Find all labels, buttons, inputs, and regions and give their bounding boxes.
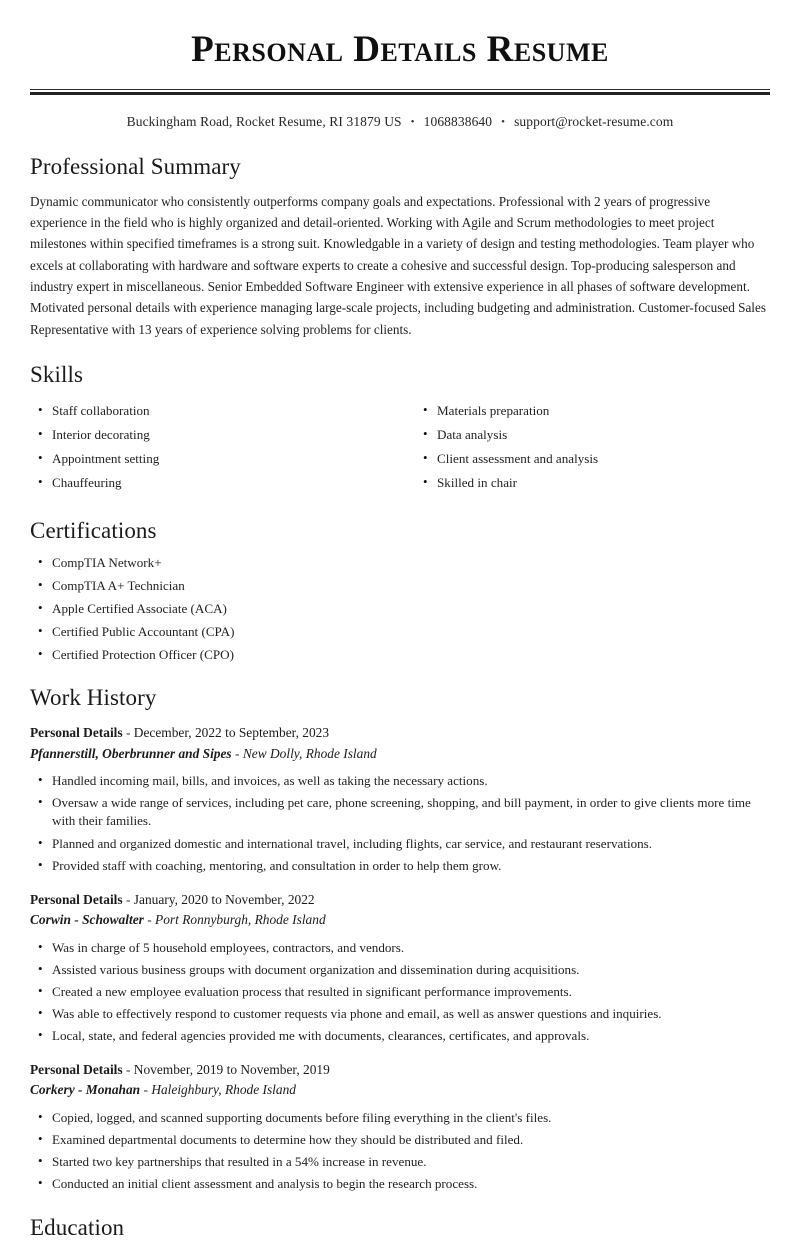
certifications-list (30, 554, 770, 664)
list-item: • Local, state, and federal agencies provided me with documents, clearances, certificates, and approvals. (30, 1027, 770, 1045)
job-company-line (30, 744, 770, 763)
section-heading-skills: Skills (30, 362, 84, 388)
list-item: • Was in charge of 5 household employees, contractors, and vendors. (30, 939, 770, 957)
list-item: • Assisted various business groups with document organization and dissemination during acquisitions. (30, 961, 770, 979)
job-title: Personal Details (30, 891, 123, 907)
job-company: Corwin - Schowalter (30, 912, 144, 928)
work-history-entry (30, 890, 770, 1045)
section-education (30, 1213, 770, 1243)
section-skills (30, 360, 770, 498)
list-item: • Provided staff with coaching, mentoring, and consultation in order to help them grow. (30, 857, 770, 875)
skills-list-right (415, 402, 770, 492)
job-dates: November, 2019 to November, 2019 (133, 1061, 330, 1077)
section-work-history (30, 683, 770, 1193)
list-item: • Copied, logged, and scanned supporting documents before filing everything in the client's files. (30, 1109, 770, 1127)
list-item: • Staff collaboration (30, 402, 400, 420)
job-bullets (30, 939, 770, 1045)
work-history-entry (30, 1060, 770, 1193)
list-item: • Conducted an initial client assessment and analysis to begin the research process. (30, 1175, 770, 1193)
summary-paragraph: Dynamic communicator who consistently outperforms company goals and expectations. Professional with 2 years of progressive experience in the field who is highly organized and detail-oriented. Working with Agile and Scrum methodologies to meet project milestones within specified timeframes is a strong suit. Knowledgable in a variety of design and testing methodologies. Team player who excels at collaborating with hardware and software experts to create a cohesive and successful design. Top-producing salesperson and industry expert in miscellaneous. Senior Embedded Software Engineer with extensive experience in all phases of software development. Motivated personal details with experience managing large-scale projects, including budgeting and administration. Customer-focused Sales Representative with 13 years of experience solving problems for clients. (30, 193, 766, 337)
job-separator: - (125, 891, 131, 907)
list-item: • Certified Public Accountant (CPA) (30, 623, 770, 641)
contact-separator-icon: • (410, 115, 415, 128)
job-dates: December, 2022 to September, 2023 (133, 725, 330, 741)
job-separator: - (143, 1082, 148, 1098)
job-title-line (30, 1060, 770, 1079)
section-heading-work-history: Work History (30, 684, 157, 710)
job-title: Personal Details (30, 725, 123, 741)
job-title-line (30, 890, 770, 909)
job-company-line (30, 910, 770, 929)
contact-email[interactable]: support@rocket-resume.com (514, 113, 674, 129)
list-item: • Examined departmental documents to determine how they should be distributed and filed. (30, 1131, 770, 1149)
list-item: • Handled incoming mail, bills, and invoices, as well as taking the necessary actions. (30, 772, 770, 790)
section-certifications (30, 516, 770, 664)
list-item: • Certified Protection Officer (CPO) (30, 646, 770, 664)
job-title: Personal Details (30, 1061, 123, 1077)
list-item: • Data analysis (415, 426, 770, 444)
job-bullets (30, 1109, 770, 1193)
section-heading-certifications: Certifications (30, 518, 157, 544)
skills-column-left (30, 394, 400, 498)
list-item: • Skilled in chair (415, 474, 770, 492)
job-company-line (30, 1080, 770, 1099)
job-dates: January, 2020 to November, 2022 (133, 891, 315, 907)
contact-address: Buckingham Road, Rocket Resume, RI 31879 US (126, 113, 402, 129)
skills-column-right (400, 394, 770, 498)
job-separator: - (235, 745, 240, 761)
list-item: • CompTIA Network+ (30, 554, 770, 572)
contact-phone[interactable]: 1068838640 (423, 113, 493, 129)
section-heading-education: Education (30, 1214, 125, 1240)
list-item: • Was able to effectively respond to customer requests via phone and email, as well as answer questions and inquiries. (30, 1005, 770, 1023)
skills-columns (30, 394, 770, 498)
divider-thick-line (30, 92, 770, 95)
job-bullets (30, 772, 770, 874)
list-item: • Apple Certified Associate (ACA) (30, 600, 770, 618)
list-item: • Materials preparation (415, 402, 770, 420)
list-item: • Oversaw a wide range of services, including pet care, phone screening, shopping, and bill payment, in order to give clients more time with their families. (30, 794, 770, 830)
job-location: Port Ronnyburgh, Rhode Island (155, 912, 326, 928)
contact-info (0, 114, 800, 130)
job-location: New Dolly, Rhode Island (242, 745, 377, 761)
job-separator: - (147, 912, 152, 928)
header-divider (30, 89, 770, 95)
list-item: • Interior decorating (30, 426, 400, 444)
page-title: Personal Details Resume (191, 29, 609, 70)
job-separator: - (125, 1061, 131, 1077)
list-item: • Client assessment and analysis (415, 450, 770, 468)
list-item: • Planned and organized domestic and international travel, including flights, car service, and restaurant reservations. (30, 835, 770, 853)
job-location: Haleighbury, Rhode Island (151, 1082, 296, 1098)
skills-list-left (30, 402, 400, 492)
job-title-line (30, 723, 770, 742)
contact-separator-icon: • (501, 115, 506, 128)
job-separator: - (125, 725, 131, 741)
work-history-entry (30, 723, 770, 874)
list-item: • Started two key partnerships that resulted in a 54% increase in revenue. (30, 1153, 770, 1171)
section-professional-summary (30, 152, 770, 341)
list-item: • Created a new employee evaluation process that resulted in significant performance improvements. (30, 983, 770, 1001)
job-company: Pfannerstill, Oberbrunner and Sipes (30, 745, 232, 761)
list-item: • Chauffeuring (30, 474, 400, 492)
job-company: Corkery - Monahan (30, 1082, 141, 1098)
list-item: • Appointment setting (30, 450, 400, 468)
list-item: • CompTIA A+ Technician (30, 577, 770, 595)
section-heading-summary: Professional Summary (30, 153, 241, 179)
